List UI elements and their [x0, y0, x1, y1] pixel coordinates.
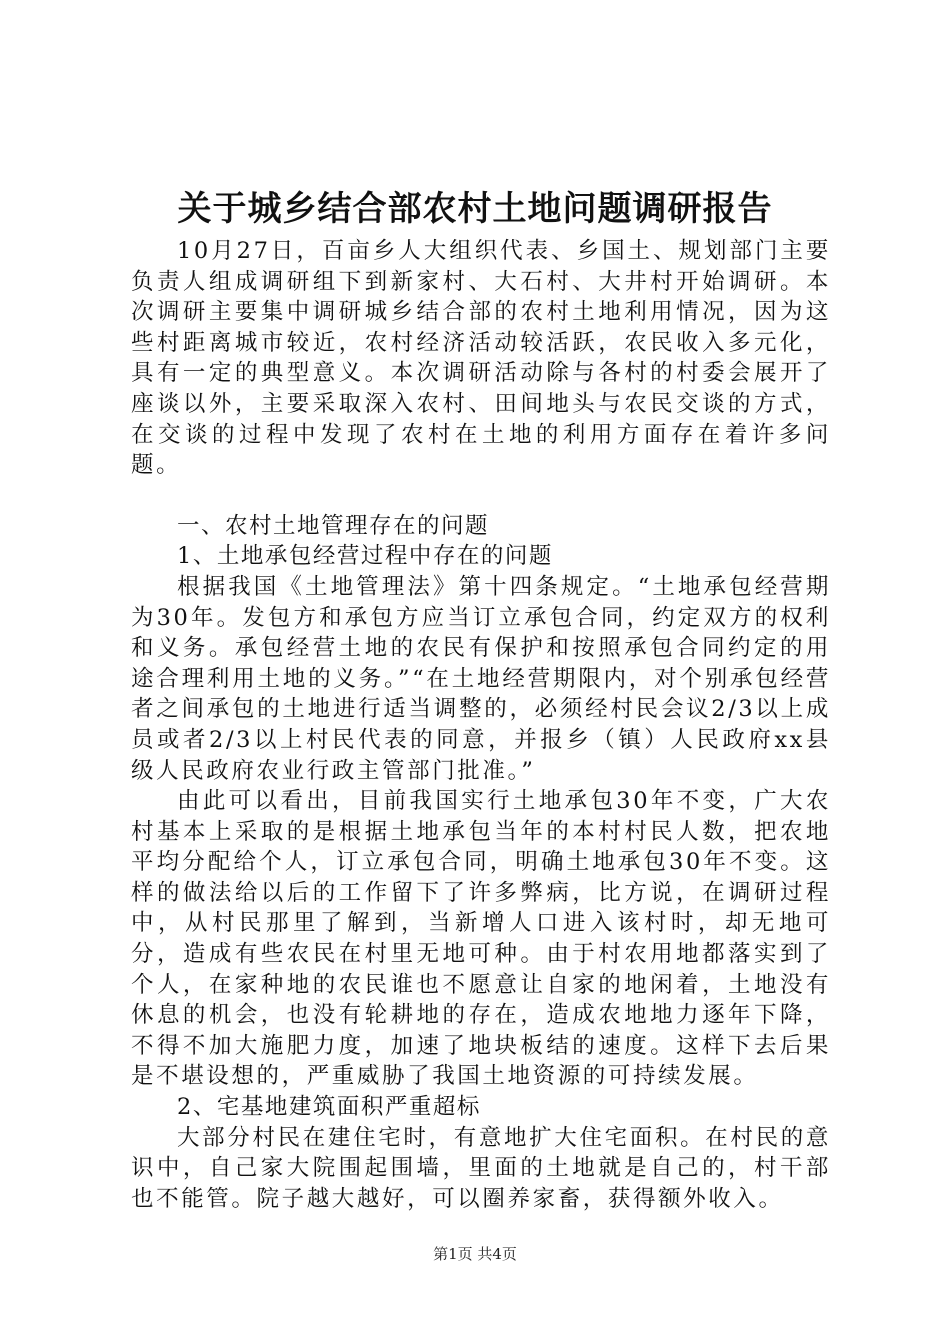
paragraph-spacer	[131, 481, 831, 511]
document-title: 关于城乡结合部农村土地问题调研报告	[177, 189, 773, 229]
analysis-paragraph: 由此可以看出，目前我国实行土地承包30年不变，广大农村基本上采取的是根据土地承包当年的本村村民人数，把农地平均分配给个人，订立承包合同，明确土地承包30年不变。这样的做法给以后的工作留下了许多弊病，比方说，在调研过程中，从村民那里了解到，当新增人口进入该村时，却无地可分，造成有些农民在村里无地可种。由于村农用地都落实到了个人，在家种地的农民谁也不愿意让自家的地闲着，土地没有休息的机会，也没有轮耕地的存在，造成农地地力逐年下降，不得不加大施肥力度，加速了地块板结的速度。这样下去后果是不堪设想的，严重威胁了我国土地资源的可持续发展。	[131, 788, 831, 1090]
subsection-heading-1: 1、土地承包经营过程中存在的问题	[177, 543, 553, 570]
section-heading-1: 一、农村土地管理存在的问题	[177, 512, 490, 539]
subsection-heading-2: 2、宅基地建筑面积严重超标	[177, 1094, 481, 1121]
document-body	[131, 236, 831, 1214]
intro-paragraph: 10月27日，百亩乡人大组织代表、乡国土、规划部门主要负责人组成调研组下到新家村、大石村、大井村开始调研。本次调研主要集中调研城乡结合部的农村土地利用情况，因为这些村距离城市较近，农村经济活动较活跃，农民收入多元化，具有一定的典型意义。本次调研活动除与各村的村委会展开了座谈以外，主要采取深入农村、田间地头与农民交谈的方式，在交谈的过程中发现了农村在土地的利用方面存在着许多问题。	[131, 238, 831, 479]
homestead-paragraph: 大部分村民在建住宅时，有意地扩大住宅面积。在村民的意识中，自己家大院围起围墙，里面的土地就是自己的，村干部也不能管。院子越大越好，可以圈养家畜，获得额外收入。	[131, 1124, 831, 1212]
law-paragraph: 根据我国《土地管理法》第十四条规定。“土地承包经营期为30年。发包方和承包方应当订立承包合同，约定双方的权利和义务。承包经营土地的农民有保护和按照承包合同约定的用途合理利用土地的义务。”“在土地经营期限内，对个别承包经营者之间承包的土地进行适当调整的，必须经村民会议2/3以上成员或者2/3以上村民代表的同意，并报乡（镇）人民政府xx县级人民政府农业行政主管部门批准。”	[131, 573, 831, 784]
page-number-footer: 第1页 共4页	[433, 1245, 517, 1263]
